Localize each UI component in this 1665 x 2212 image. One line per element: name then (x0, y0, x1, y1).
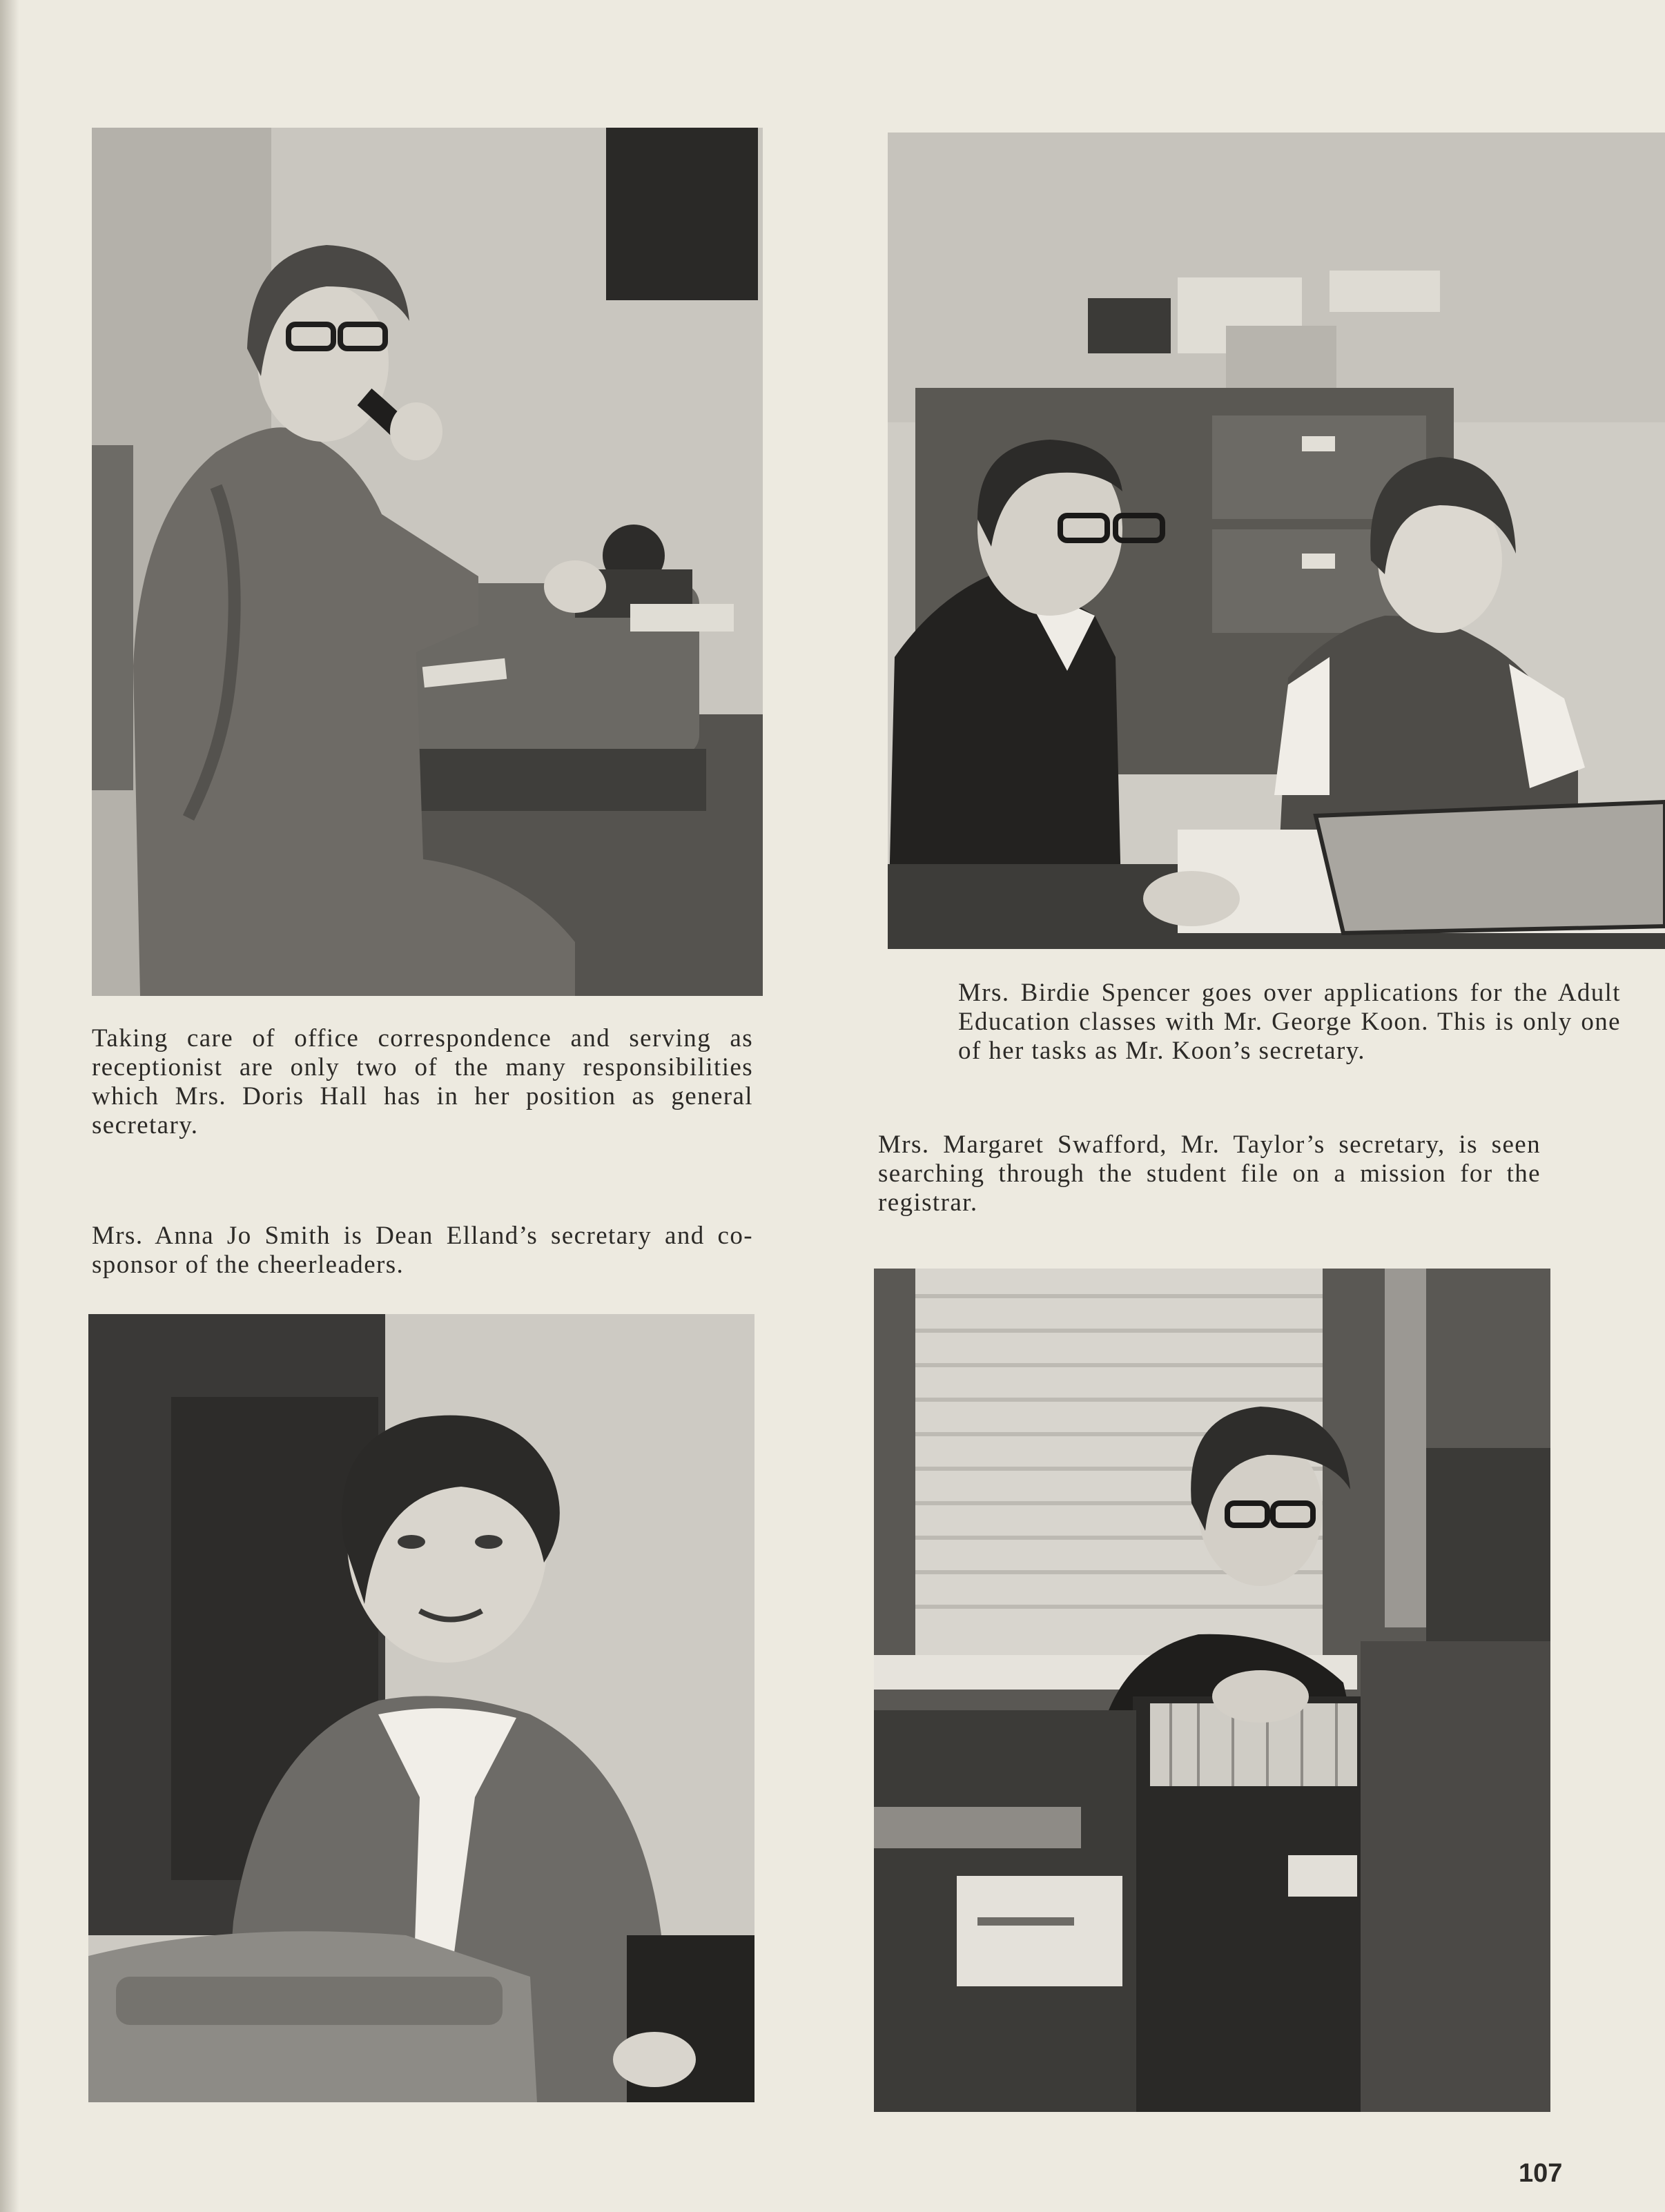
caption-doris-hall: Taking care of office correspondence and serving as receptionist are only two of the many responsibilities which Mrs. Doris Hall has in her position as general secretary. (92, 1024, 753, 1139)
caption-anna-jo-smith: Mrs. Anna Jo Smith is Dean Elland’s secretary and co-sponsor of the cheerleaders. (92, 1222, 753, 1279)
caption-margaret-swafford: Mrs. Margaret Swafford, Mr. Taylor’s secretary, is seen searching through the student file on a mission for the registrar. (878, 1131, 1541, 1217)
photo-doris-hall-image (92, 128, 763, 996)
photo-anna-jo-smith-image (88, 1314, 754, 2102)
photo-birdie-spencer-image (888, 133, 1665, 949)
photo-birdie-spencer (888, 133, 1665, 949)
page-number: 107 (1519, 2159, 1563, 2188)
photo-margaret-swafford (874, 1269, 1550, 2112)
page-gutter-shadow (0, 0, 19, 2212)
photo-doris-hall (92, 128, 763, 996)
caption-birdie-spencer: Mrs. Birdie Spencer goes over applications for the Adult Education classes with Mr. George Koon. This is only one of her tasks as Mr. Koon’s secretary. (958, 979, 1621, 1065)
photo-margaret-swafford-image (874, 1269, 1550, 2112)
photo-anna-jo-smith (88, 1314, 754, 2102)
